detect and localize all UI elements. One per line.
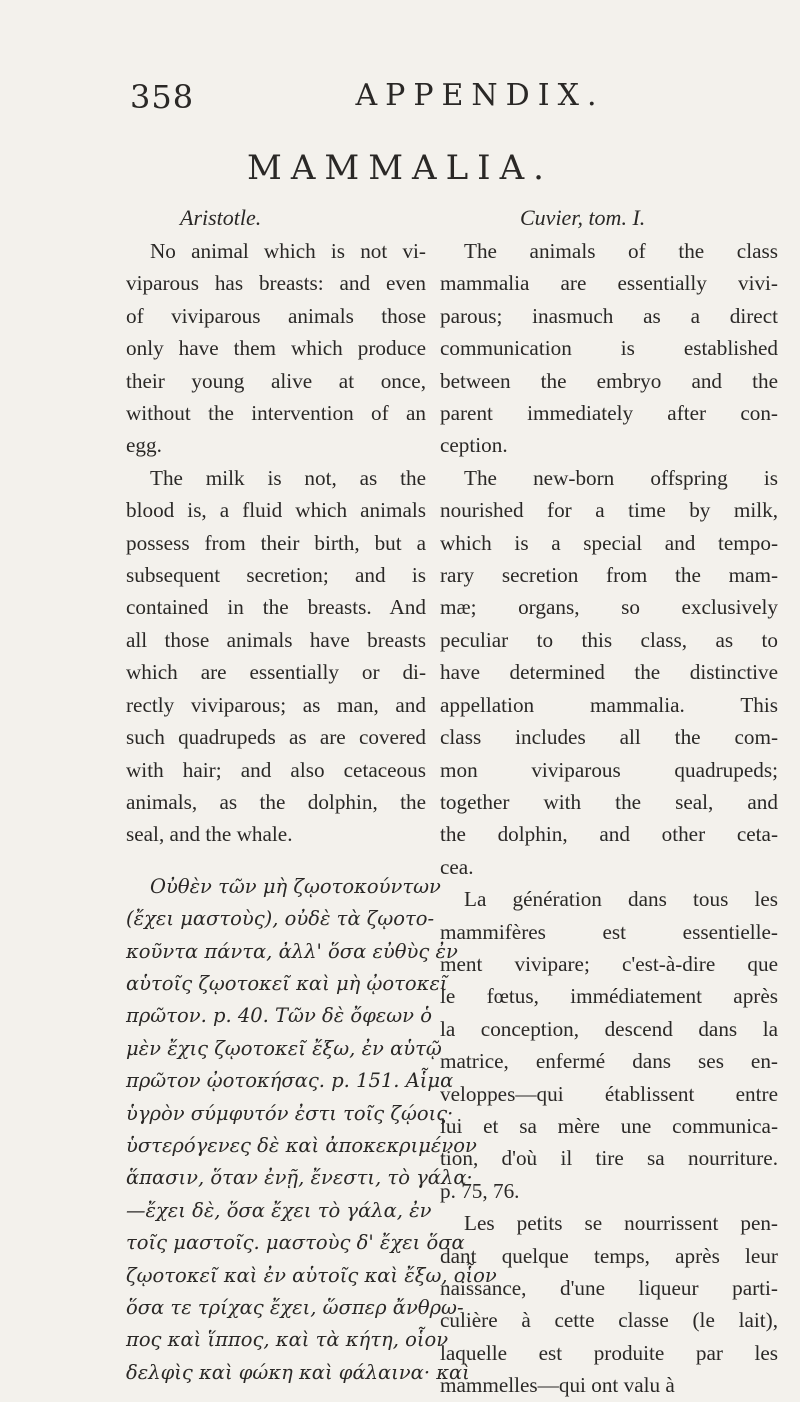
paragraph bbox=[440, 462, 778, 883]
text-line: The animals of the class bbox=[464, 239, 778, 263]
text-line: rary secretion from the mam- bbox=[440, 563, 778, 588]
text-line: mammelles—qui ont valu à bbox=[440, 1373, 675, 1398]
text-line: mon viviparous quadrupeds; bbox=[440, 757, 778, 782]
text-line: cea. bbox=[440, 854, 474, 879]
text-line: parous; inasmuch as a direct bbox=[440, 303, 778, 328]
text-line: δελφὶς καὶ φώκη καὶ φάλαινα· καὶ bbox=[126, 1360, 470, 1384]
text-line: their young alive at once, bbox=[126, 368, 426, 393]
text-line: laquelle est produite par les bbox=[440, 1340, 778, 1365]
text-line: possess from their birth, but a bbox=[126, 530, 426, 555]
text-line: la conception, descend dans la bbox=[440, 1016, 778, 1041]
text-line: ment vivipare; c'est-à-dire que bbox=[440, 951, 778, 976]
text-line: No animal which is not vi- bbox=[150, 239, 426, 263]
right-column-body bbox=[440, 235, 778, 1402]
text-line: animals, as the dolphin, the bbox=[126, 789, 426, 814]
text-line: with hair; and also cetaceous bbox=[126, 757, 426, 782]
right-column bbox=[440, 205, 778, 1402]
text-line: ception. bbox=[440, 433, 508, 458]
paragraph bbox=[126, 235, 426, 462]
text-line: ζῳοτοκεῖ καὶ ἐν αὑτοῖς καὶ ἔξω, οἷον bbox=[126, 1263, 497, 1287]
text-line: all those animals have breasts bbox=[126, 627, 426, 652]
text-line: nourished for a time by milk, bbox=[440, 498, 778, 523]
text-line: mæ; organs, so exclusively bbox=[440, 595, 778, 620]
section-title: MAMMALIA. bbox=[247, 148, 553, 188]
page-number: 358 bbox=[130, 78, 195, 116]
text-line: p. 75, 76. bbox=[440, 1178, 520, 1203]
paragraph bbox=[126, 462, 426, 851]
text-line: egg. bbox=[126, 433, 162, 458]
text-line: which are essentially or di- bbox=[126, 660, 426, 685]
text-line: tion, d'où il tire sa nourriture. bbox=[440, 1146, 778, 1171]
text-line: appellation mammalia. This bbox=[440, 692, 778, 717]
text-line: of viviparous animals those bbox=[126, 303, 426, 328]
text-line: naissance, d'une liqueur parti- bbox=[440, 1276, 778, 1300]
text-line: μὲν ἔχις ζῳοτοκεῖ ἔξω, ἐν αὑτῷ bbox=[126, 1036, 442, 1060]
text-line: τοῖς μαστοῖς. μαστοὺς δ' ἔχει ὅσα bbox=[126, 1231, 465, 1255]
text-line: The milk is not, as the bbox=[150, 465, 426, 490]
running-head: APPENDIX. bbox=[355, 78, 605, 113]
paragraph bbox=[440, 1207, 778, 1401]
text-line: together with the seal, and bbox=[440, 789, 778, 814]
text-line: ὑγρὸν σύμφυτόν ἐστι τοῖς ζῴοις· bbox=[126, 1101, 454, 1125]
text-line: seal, and the whale. bbox=[126, 822, 293, 847]
text-line: contained in the breasts. And bbox=[126, 595, 426, 620]
text-line: Οὐθὲν τῶν μὴ ζῳοτοκούντων bbox=[150, 874, 441, 898]
text-line: (ἔχει μαστοὺς), οὐδὲ τὰ ζῳοτο- bbox=[126, 907, 435, 931]
text-line: without the intervention of an bbox=[126, 401, 426, 426]
text-line: only have them which produce bbox=[126, 336, 426, 361]
text-line: mammifères est essentielle- bbox=[440, 919, 778, 944]
text-line: communication is established bbox=[440, 336, 778, 361]
text-line: le fœtus, immédiatement après bbox=[440, 984, 778, 1009]
text-line: The new-born offspring is bbox=[464, 465, 778, 490]
text-line: ὅσα τε τρίχας ἔχει, ὥσπερ ἄνθρω- bbox=[126, 1296, 464, 1319]
text-line: peculiar to this class, as to bbox=[440, 627, 778, 652]
text-line: ὑστερόγενες δὲ καὶ ἀποκεκριμένον bbox=[126, 1133, 477, 1157]
text-line: πος καὶ ἵππος, καὶ τὰ κήτη, οἷον bbox=[126, 1328, 449, 1352]
text-line: πρῶτον. p. 40. Τῶν δὲ ὄφεων ὁ bbox=[126, 1004, 432, 1028]
text-line: dant quelque temps, après leur bbox=[440, 1243, 778, 1268]
text-line: the dolphin, and other ceta- bbox=[440, 822, 778, 847]
text-line: ἅπασιν, ὅταν ἐνῇ, ἔνεστι, τὸ γάλα· bbox=[126, 1166, 473, 1190]
text-line: rectly viviparous; as man, and bbox=[126, 692, 426, 717]
text-line: which is a special and tempo- bbox=[440, 530, 778, 555]
page-header bbox=[130, 72, 770, 122]
text-line: blood is, a fluid which animals bbox=[126, 498, 426, 523]
text-line: have determined the distinctive bbox=[440, 660, 778, 685]
text-line: lui et sa mère une communica- bbox=[440, 1113, 778, 1138]
paragraph bbox=[440, 883, 778, 1207]
text-line: mammalia are essentially vivi- bbox=[440, 271, 778, 296]
text-line: subsequent secretion; and is bbox=[126, 563, 426, 588]
text-line: veloppes—qui établissent entre bbox=[440, 1081, 778, 1106]
text-line: La génération dans tous les bbox=[464, 887, 778, 912]
text-line: αὑτοῖς ζῳοτοκεῖ καὶ μὴ ᾠοτοκεῖ bbox=[126, 971, 448, 995]
right-column-author: Cuvier, tom. I. bbox=[520, 205, 646, 230]
text-line: πρῶτον ᾠοτοκήσας. p. 151. Αἷμα bbox=[126, 1069, 454, 1093]
text-line: —ἔχει δὲ, ὅσα ἔχει τὸ γάλα, ἐν bbox=[126, 1198, 432, 1222]
text-line: viparous has breasts: and even bbox=[126, 271, 426, 296]
left-column-author: Aristotle. bbox=[180, 205, 262, 230]
text-line: Les petits se nourrissent pen- bbox=[464, 1211, 778, 1236]
text-line: culière à cette classe (le lait), bbox=[440, 1308, 778, 1333]
text-line: parent immediately after con- bbox=[440, 401, 778, 426]
text-line: κοῦντα πάντα, ἀλλ' ὅσα εὐθὺς ἐν bbox=[126, 939, 458, 963]
text-line: such quadrupeds as are covered bbox=[126, 725, 426, 750]
text-line: matrice, enfermé dans ses en- bbox=[440, 1049, 778, 1074]
paragraph bbox=[440, 235, 778, 462]
text-line: class includes all the com- bbox=[440, 725, 778, 750]
text-line: between the embryo and the bbox=[440, 368, 778, 393]
